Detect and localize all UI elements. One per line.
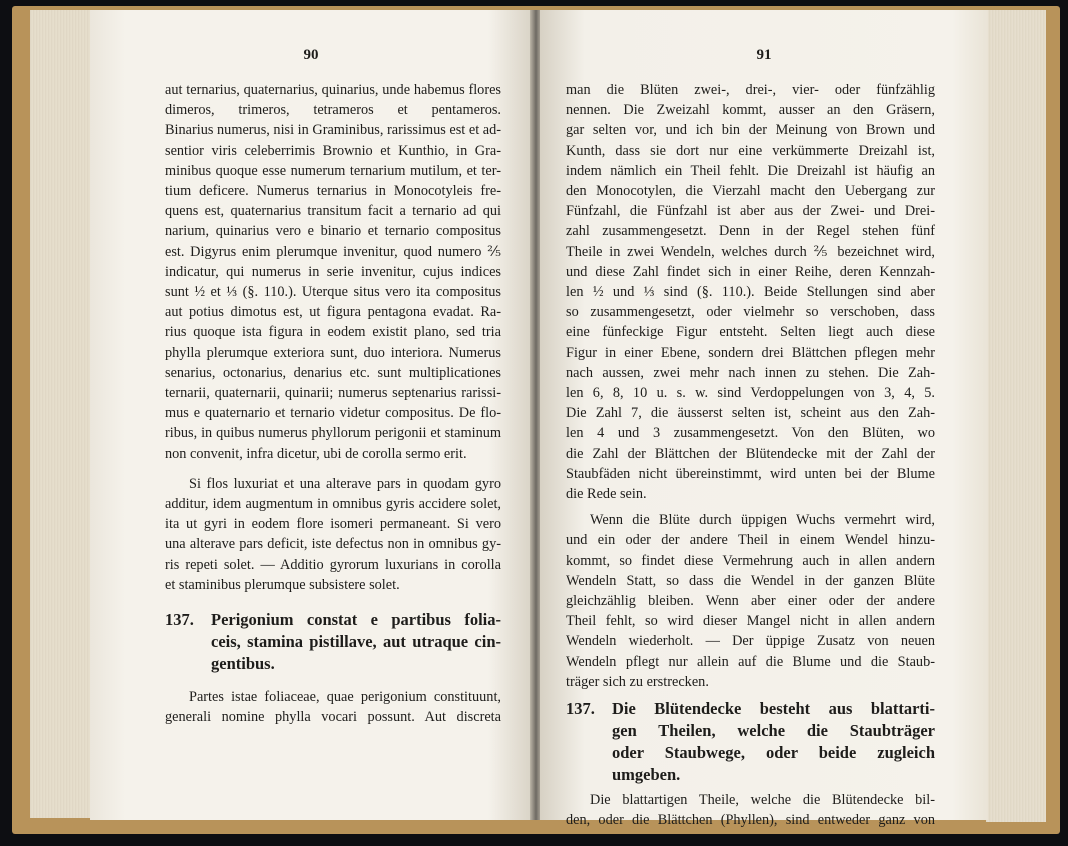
paragraph [566,510,935,692]
paragraph [165,80,501,464]
paragraph [566,80,935,504]
text-line: so zusammengesetzt, oder vielmehr so verschoben, dass [566,304,935,321]
text-line: gentibus. [211,654,275,674]
page-edges-right [986,10,1046,822]
text-line: non convenit, infra dicetur, ubi de corolla sermo erit. [165,445,467,462]
text-line: Si flos luxuriat et una alterave pars in quodam gyro [189,475,501,492]
text-line: narium, quinarius vero e binario et ternario compositus [165,223,501,240]
text-line: den, oder die Blättchen (Phyllen), sind entweder ganz von [566,812,935,829]
text-line: gleichzählig bleiben. Wenn aber einer oder der andere [566,593,935,610]
text-line: et staminibus plerumque subsistere solet. [165,576,400,593]
text-line: Die Zahl 7, die äusserst selten ist, scheint aus den Zah- [566,405,935,422]
text-line: träger sich zu erstrecken. [566,673,709,690]
text-line: Binarius numerus, nisi in Graminibus, rarissimus est et ad- [165,122,501,139]
text-line: len 6, 8, 10 u. s. w. sind Verdoppelungen von 3, 4, 5. [566,385,935,402]
text-line: ternarii, quaternarii, quinarii; numerus septenarius rarissi- [165,385,501,402]
text-line: generali nomine phylla vocari possunt. Aut discreta [165,709,501,726]
text-line: dimeros, trimeros, tetrameros et pentameros. [165,102,501,119]
text-line: sunt ½ et ⅓ (§. 110.). Uterque situs vero ita compositus [165,284,501,301]
text-line: ris repeti solet. — Additio gyrorum luxurians in corolla [165,556,501,573]
text-line: die Zahl der Blättchen der Blütendecke mit der Zahl der [566,445,935,462]
text-line: Die blattartigen Theile, welche die Blütendecke bil- [590,792,935,809]
text-line: Staubfäden nicht übereinstimmt, wird unten bei der Blume [566,465,935,482]
text-line: ceis, stamina pistillave, aut utraque cin- [211,632,501,652]
text-line: die Rede sein. [566,486,647,503]
text-line: indem nämlich ein Theil fehlt. Die Dreizahl ist häufig an [566,162,935,179]
text-line: ribus, in quibus numerus phyllorum perigonii et staminum [165,425,501,442]
text-line: quens est, quaternarius transitum facit a ternario ad qui [165,203,501,220]
page-edges-left [30,10,94,818]
text-line: aut ternarius, quaternarius, quinarius, unde habemus flores [165,82,501,98]
text-line: sentior viris celeberrimis Brownio et Kunthio, in Gra- [165,142,501,159]
text-line: oder Staubwege, oder beide zugleich [612,743,935,763]
text-line: Die Blütendecke besteht aus blattarti- [612,699,935,719]
text-line: len ½ und ⅓ sind (§. 110.). Beide Stellungen sind aber [566,284,935,301]
text-line: nach aussen, zwei mehr nach innen zu stehen. Die Zah- [566,364,935,381]
section-title [612,698,935,786]
paragraph [165,474,501,595]
text-line: kommt, so findet diese Vermehrung auch in allen andern [566,552,935,569]
right-page [540,10,988,829]
text-line: gar selten vor, und ich bin der Meinung von Brown und [566,122,935,139]
section-heading [165,609,501,675]
text-line: est. Digyrus enim plerumque invenitur, quod numero ⅖ [165,243,501,260]
page-text [165,80,501,727]
text-line: Kunth, dass sie dort nur eine verkümmerte Dreizahl ist, [566,142,935,159]
text-line: aut potius dimotus est, ut figura pentagona evadat. Ra- [165,304,501,321]
text-line: gen Theilen, welche die Staubträger [612,721,935,741]
text-line: nennen. Die Zweizahl kommt, ausser an den Gräsern, [566,102,935,119]
text-line: Fünfzahl, die Fünfzahl ist aber aus der Zwei- und Drei- [566,203,935,220]
paragraph [566,790,935,830]
text-line: Wenn die Blüte durch üppigen Wuchs vermehrt wird, [590,512,935,529]
page-text [566,80,935,831]
text-line: senarius, octonarius, denarius etc. sunt multiplicationes [165,364,501,381]
text-line: den Monocotylen, die Vierzahl macht den Uebergang zur [566,183,935,200]
text-line: Figur in einer Ebene, sondern drei Blättchen pflegen mehr [566,344,935,361]
left-page [90,10,532,820]
text-line: Wendeln wiederholt. — Der üppige Zusatz von neuen [566,633,935,650]
section-heading [566,698,935,786]
text-line: una alterave pars deficit, iste defectus non in omnibus gy- [165,536,501,553]
text-line: ita ut gyri in eodem flore isomeri permaneant. Si vero [165,516,501,533]
text-line: minibus quoque esse numerum ternarium mutilum, et ter- [165,162,501,179]
text-line: indicatur, qui numerus in serie invenitur, cujus indices [165,263,501,280]
text-line: umgeben. [612,765,681,785]
text-line: Theile in zwei Wendeln, welches durch ⅖ bezeichnet wird, [566,243,935,260]
section-number: 137. [165,610,194,630]
text-line: Theil fehlt, so wird dieser Mangel nicht in allen andern [566,613,935,630]
text-line: eine fünfeckige Figur entsteht. Selten liegt auch diese [566,324,935,341]
text-line: Wendeln Statt, so dass die Wendel in der ganzen Blüte [566,572,935,589]
section-number: 137. [566,699,595,719]
text-line: Wendeln pflegt nur allein auf die Blume und die Staub- [566,653,935,670]
text-line: und ein oder der andere Theil in einem Wendel hinzu- [566,532,935,549]
text-line: phylla plerumque exteriora sunt, duo interiora. Numerus [165,344,501,361]
section-title [211,609,501,675]
text-line: und diese Zahl findet sich in einer Reihe, deren Kennzah- [566,263,935,280]
text-line: Partes istae foliaceae, quae perigonium constituunt, [189,689,501,706]
text-line: man die Blüten zwei-, drei-, vier- oder fünfzählig [566,82,935,98]
text-line: additur, idem augmentum in omnibus gyris accidere solet, [165,496,501,513]
paragraph [165,687,501,727]
text-line: mus e quaternario et ternario videtur compositus. De flo- [165,405,501,422]
text-line: Perigonium constat e partibus folia- [211,610,501,630]
text-line: rius quoque ista figura in eodem existit plano, sed tria [165,324,501,341]
text-line: zahl zusammengesetzt. Denn in der Regel stehen fünf [566,223,935,240]
page-number: 91 [756,47,772,63]
page-number: 90 [303,47,319,63]
text-line: tium deficere. Numerus ternarius in Monocotyleis fre- [165,183,501,200]
text-line: len 4 und 3 zusammengesetzt. Von den Blüten, wo [566,425,935,442]
